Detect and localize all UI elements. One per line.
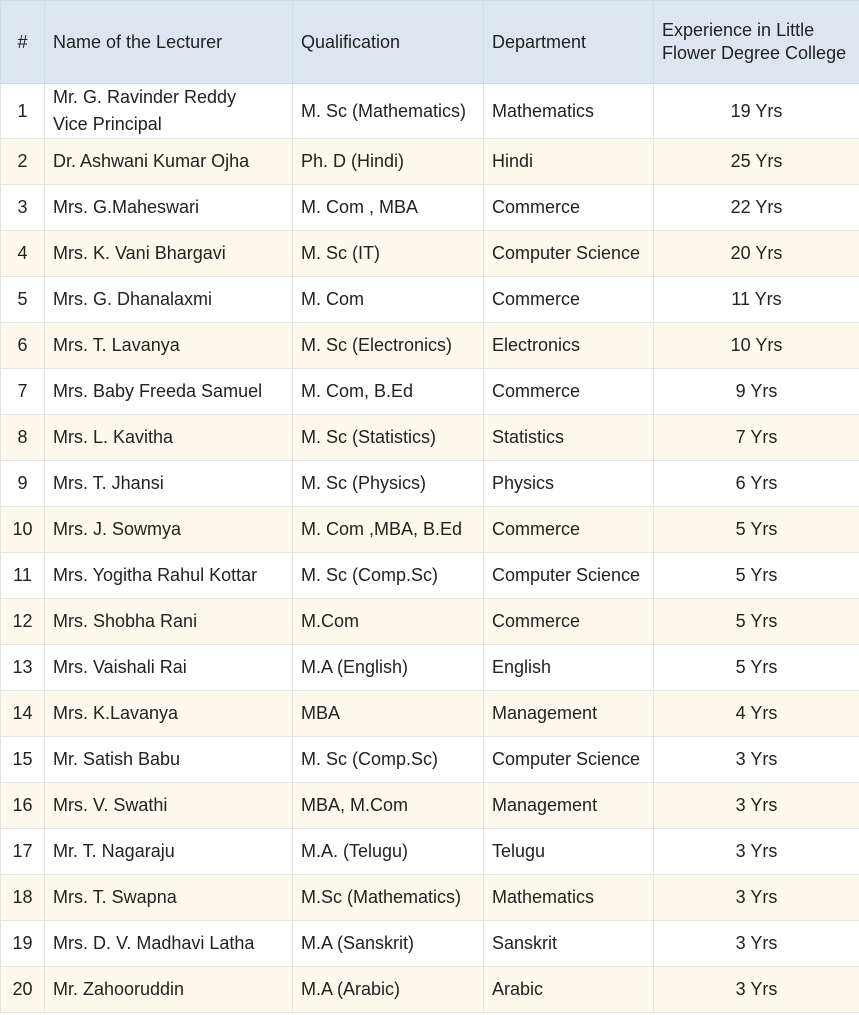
row-qualification: M. Sc (Mathematics) — [293, 84, 484, 139]
row-experience: 10 Yrs — [654, 323, 859, 369]
table-row — [1, 921, 859, 967]
row-department: Electronics — [484, 323, 654, 369]
row-num: 15 — [1, 737, 45, 783]
row-department: Commerce — [484, 185, 654, 231]
row-department: Commerce — [484, 277, 654, 323]
row-department: Commerce — [484, 599, 654, 645]
table-row — [1, 783, 859, 829]
row-department: Commerce — [484, 507, 654, 553]
row-name: Mr. T. Nagaraju — [45, 829, 293, 875]
row-department: Sanskrit — [484, 921, 654, 967]
row-qualification: M. Com — [293, 277, 484, 323]
row-num: 4 — [1, 231, 45, 277]
row-name: Mrs. D. V. Madhavi Latha — [45, 921, 293, 967]
row-qualification: M.Sc (Mathematics) — [293, 875, 484, 921]
row-qualification: M. Sc (Electronics) — [293, 323, 484, 369]
table-row — [1, 415, 859, 461]
row-name: Mr. Satish Babu — [45, 737, 293, 783]
table-row — [1, 84, 859, 139]
row-experience: 9 Yrs — [654, 369, 859, 415]
row-num: 16 — [1, 783, 45, 829]
row-experience: 3 Yrs — [654, 829, 859, 875]
row-qualification: MBA — [293, 691, 484, 737]
row-department: Telugu — [484, 829, 654, 875]
row-num: 2 — [1, 139, 45, 185]
row-name: Mrs. T. Jhansi — [45, 461, 293, 507]
table-row — [1, 875, 859, 921]
row-department: Physics — [484, 461, 654, 507]
row-qualification: M. Sc (Physics) — [293, 461, 484, 507]
row-experience: 22 Yrs — [654, 185, 859, 231]
row-qualification: Ph. D (Hindi) — [293, 139, 484, 185]
row-department: Mathematics — [484, 875, 654, 921]
row-name: Mrs. K.Lavanya — [45, 691, 293, 737]
row-num: 17 — [1, 829, 45, 875]
row-name: Mrs. Shobha Rani — [45, 599, 293, 645]
row-qualification: M. Com ,MBA, B.Ed — [293, 507, 484, 553]
row-num: 19 — [1, 921, 45, 967]
row-experience: 5 Yrs — [654, 553, 859, 599]
table-row — [1, 645, 859, 691]
row-num: 6 — [1, 323, 45, 369]
row-experience: 3 Yrs — [654, 875, 859, 921]
header-name: Name of the Lecturer — [45, 1, 293, 84]
row-experience: 7 Yrs — [654, 415, 859, 461]
row-department: Management — [484, 783, 654, 829]
row-experience: 20 Yrs — [654, 231, 859, 277]
row-experience: 11 Yrs — [654, 277, 859, 323]
row-num: 3 — [1, 185, 45, 231]
table-header — [1, 1, 859, 84]
row-experience: 3 Yrs — [654, 737, 859, 783]
row-name: Mrs. T. Lavanya — [45, 323, 293, 369]
row-department: Hindi — [484, 139, 654, 185]
row-department: Computer Science — [484, 553, 654, 599]
table-row — [1, 139, 859, 185]
header-department: Department — [484, 1, 654, 84]
table-row — [1, 967, 859, 1013]
row-num: 9 — [1, 461, 45, 507]
table-row — [1, 737, 859, 783]
row-qualification: M. Sc (Comp.Sc) — [293, 737, 484, 783]
row-num: 11 — [1, 553, 45, 599]
row-qualification: M.Com — [293, 599, 484, 645]
row-experience: 5 Yrs — [654, 645, 859, 691]
row-department: Commerce — [484, 369, 654, 415]
row-experience: 3 Yrs — [654, 967, 859, 1013]
row-experience: 6 Yrs — [654, 461, 859, 507]
row-department: Management — [484, 691, 654, 737]
row-name: Mr. Zahooruddin — [45, 967, 293, 1013]
row-qualification: M. Sc (IT) — [293, 231, 484, 277]
row-name: Mrs. Vaishali Rai — [45, 645, 293, 691]
row-experience: 25 Yrs — [654, 139, 859, 185]
row-num: 7 — [1, 369, 45, 415]
row-name — [45, 84, 293, 139]
row-department: Arabic — [484, 967, 654, 1013]
row-qualification: M.A (English) — [293, 645, 484, 691]
row-experience: 3 Yrs — [654, 921, 859, 967]
row-experience: 5 Yrs — [654, 507, 859, 553]
row-qualification: M. Com , MBA — [293, 185, 484, 231]
row-name: Dr. Ashwani Kumar Ojha — [45, 139, 293, 185]
row-department: Mathematics — [484, 84, 654, 139]
row-qualification: M. Sc (Statistics) — [293, 415, 484, 461]
row-num: 1 — [1, 84, 45, 139]
header-experience: Experience in Little Flower Degree College — [654, 1, 859, 84]
row-qualification: M.A (Arabic) — [293, 967, 484, 1013]
row-num: 5 — [1, 277, 45, 323]
row-num: 8 — [1, 415, 45, 461]
row-num: 14 — [1, 691, 45, 737]
row-num: 13 — [1, 645, 45, 691]
row-qualification: M. Sc (Comp.Sc) — [293, 553, 484, 599]
row-num: 18 — [1, 875, 45, 921]
table-body — [1, 84, 859, 1013]
table-row — [1, 185, 859, 231]
row-department: Computer Science — [484, 231, 654, 277]
row-name: Mrs. T. Swapna — [45, 875, 293, 921]
row-name: Mrs. L. Kavitha — [45, 415, 293, 461]
row-num: 20 — [1, 967, 45, 1013]
row-num: 10 — [1, 507, 45, 553]
table-row — [1, 691, 859, 737]
row-qualification: M.A (Sanskrit) — [293, 921, 484, 967]
row-experience: 19 Yrs — [654, 84, 859, 139]
table-row — [1, 231, 859, 277]
row-experience: 5 Yrs — [654, 599, 859, 645]
table-row — [1, 461, 859, 507]
row-department: Statistics — [484, 415, 654, 461]
table-row — [1, 507, 859, 553]
row-experience: 3 Yrs — [654, 783, 859, 829]
row-experience: 4 Yrs — [654, 691, 859, 737]
row-role-text: Vice Principal — [53, 114, 162, 134]
row-num: 12 — [1, 599, 45, 645]
row-name: Mrs. K. Vani Bhargavi — [45, 231, 293, 277]
table-row — [1, 599, 859, 645]
row-department: English — [484, 645, 654, 691]
table-row — [1, 829, 859, 875]
header-qualification: Qualification — [293, 1, 484, 84]
row-name: Mrs. G. Dhanalaxmi — [45, 277, 293, 323]
header-row — [1, 1, 859, 84]
table-row — [1, 277, 859, 323]
row-qualification: M. Com, B.Ed — [293, 369, 484, 415]
row-qualification: MBA, M.Com — [293, 783, 484, 829]
table-row — [1, 323, 859, 369]
row-name: Mrs. G.Maheswari — [45, 185, 293, 231]
row-qualification: M.A. (Telugu) — [293, 829, 484, 875]
row-name-text: Mr. G. Ravinder Reddy — [53, 87, 237, 107]
row-name: Mrs. V. Swathi — [45, 783, 293, 829]
row-name: Mrs. J. Sowmya — [45, 507, 293, 553]
row-name: Mrs. Baby Freeda Samuel — [45, 369, 293, 415]
row-name: Mrs. Yogitha Rahul Kottar — [45, 553, 293, 599]
table-row — [1, 369, 859, 415]
row-department: Computer Science — [484, 737, 654, 783]
table-row — [1, 553, 859, 599]
header-num: # — [1, 1, 45, 84]
